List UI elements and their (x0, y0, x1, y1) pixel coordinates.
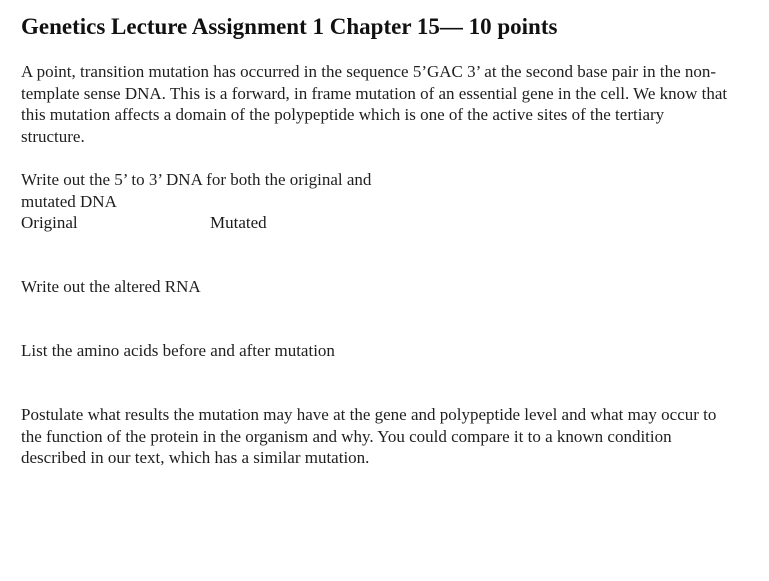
question-postulate-prompt: Postulate what results the mutation may have at the gene and polypeptide level and what may occur to the function of the protein in the organism and why. You could compare it to a known condition described in our text, which has a similar mutation. (21, 405, 717, 467)
question-dna-prompt: Write out the 5’ to 3’ DNA for both the original and mutated DNA (21, 170, 372, 211)
question-rna-prompt: Write out the altered RNA (21, 277, 201, 296)
intro-paragraph: A point, transition mutation has occurred in the sequence 5’GAC 3’ at the second base pair in the non-template sense DNA. This is a forward, in frame mutation of an essential gene in the cell. We know that this mutation affects a domain of the polypeptide which is one of the active sites of the tertiary structure. (21, 62, 728, 146)
question-amino-acids-prompt: List the amino acids before and after mutation (21, 341, 335, 360)
answer-labels-row (21, 212, 421, 234)
label-mutated: Mutated (210, 213, 267, 232)
page-title: Genetics Lecture Assignment 1 Chapter 15— 10 points (21, 14, 558, 39)
label-original: Original (21, 213, 78, 232)
